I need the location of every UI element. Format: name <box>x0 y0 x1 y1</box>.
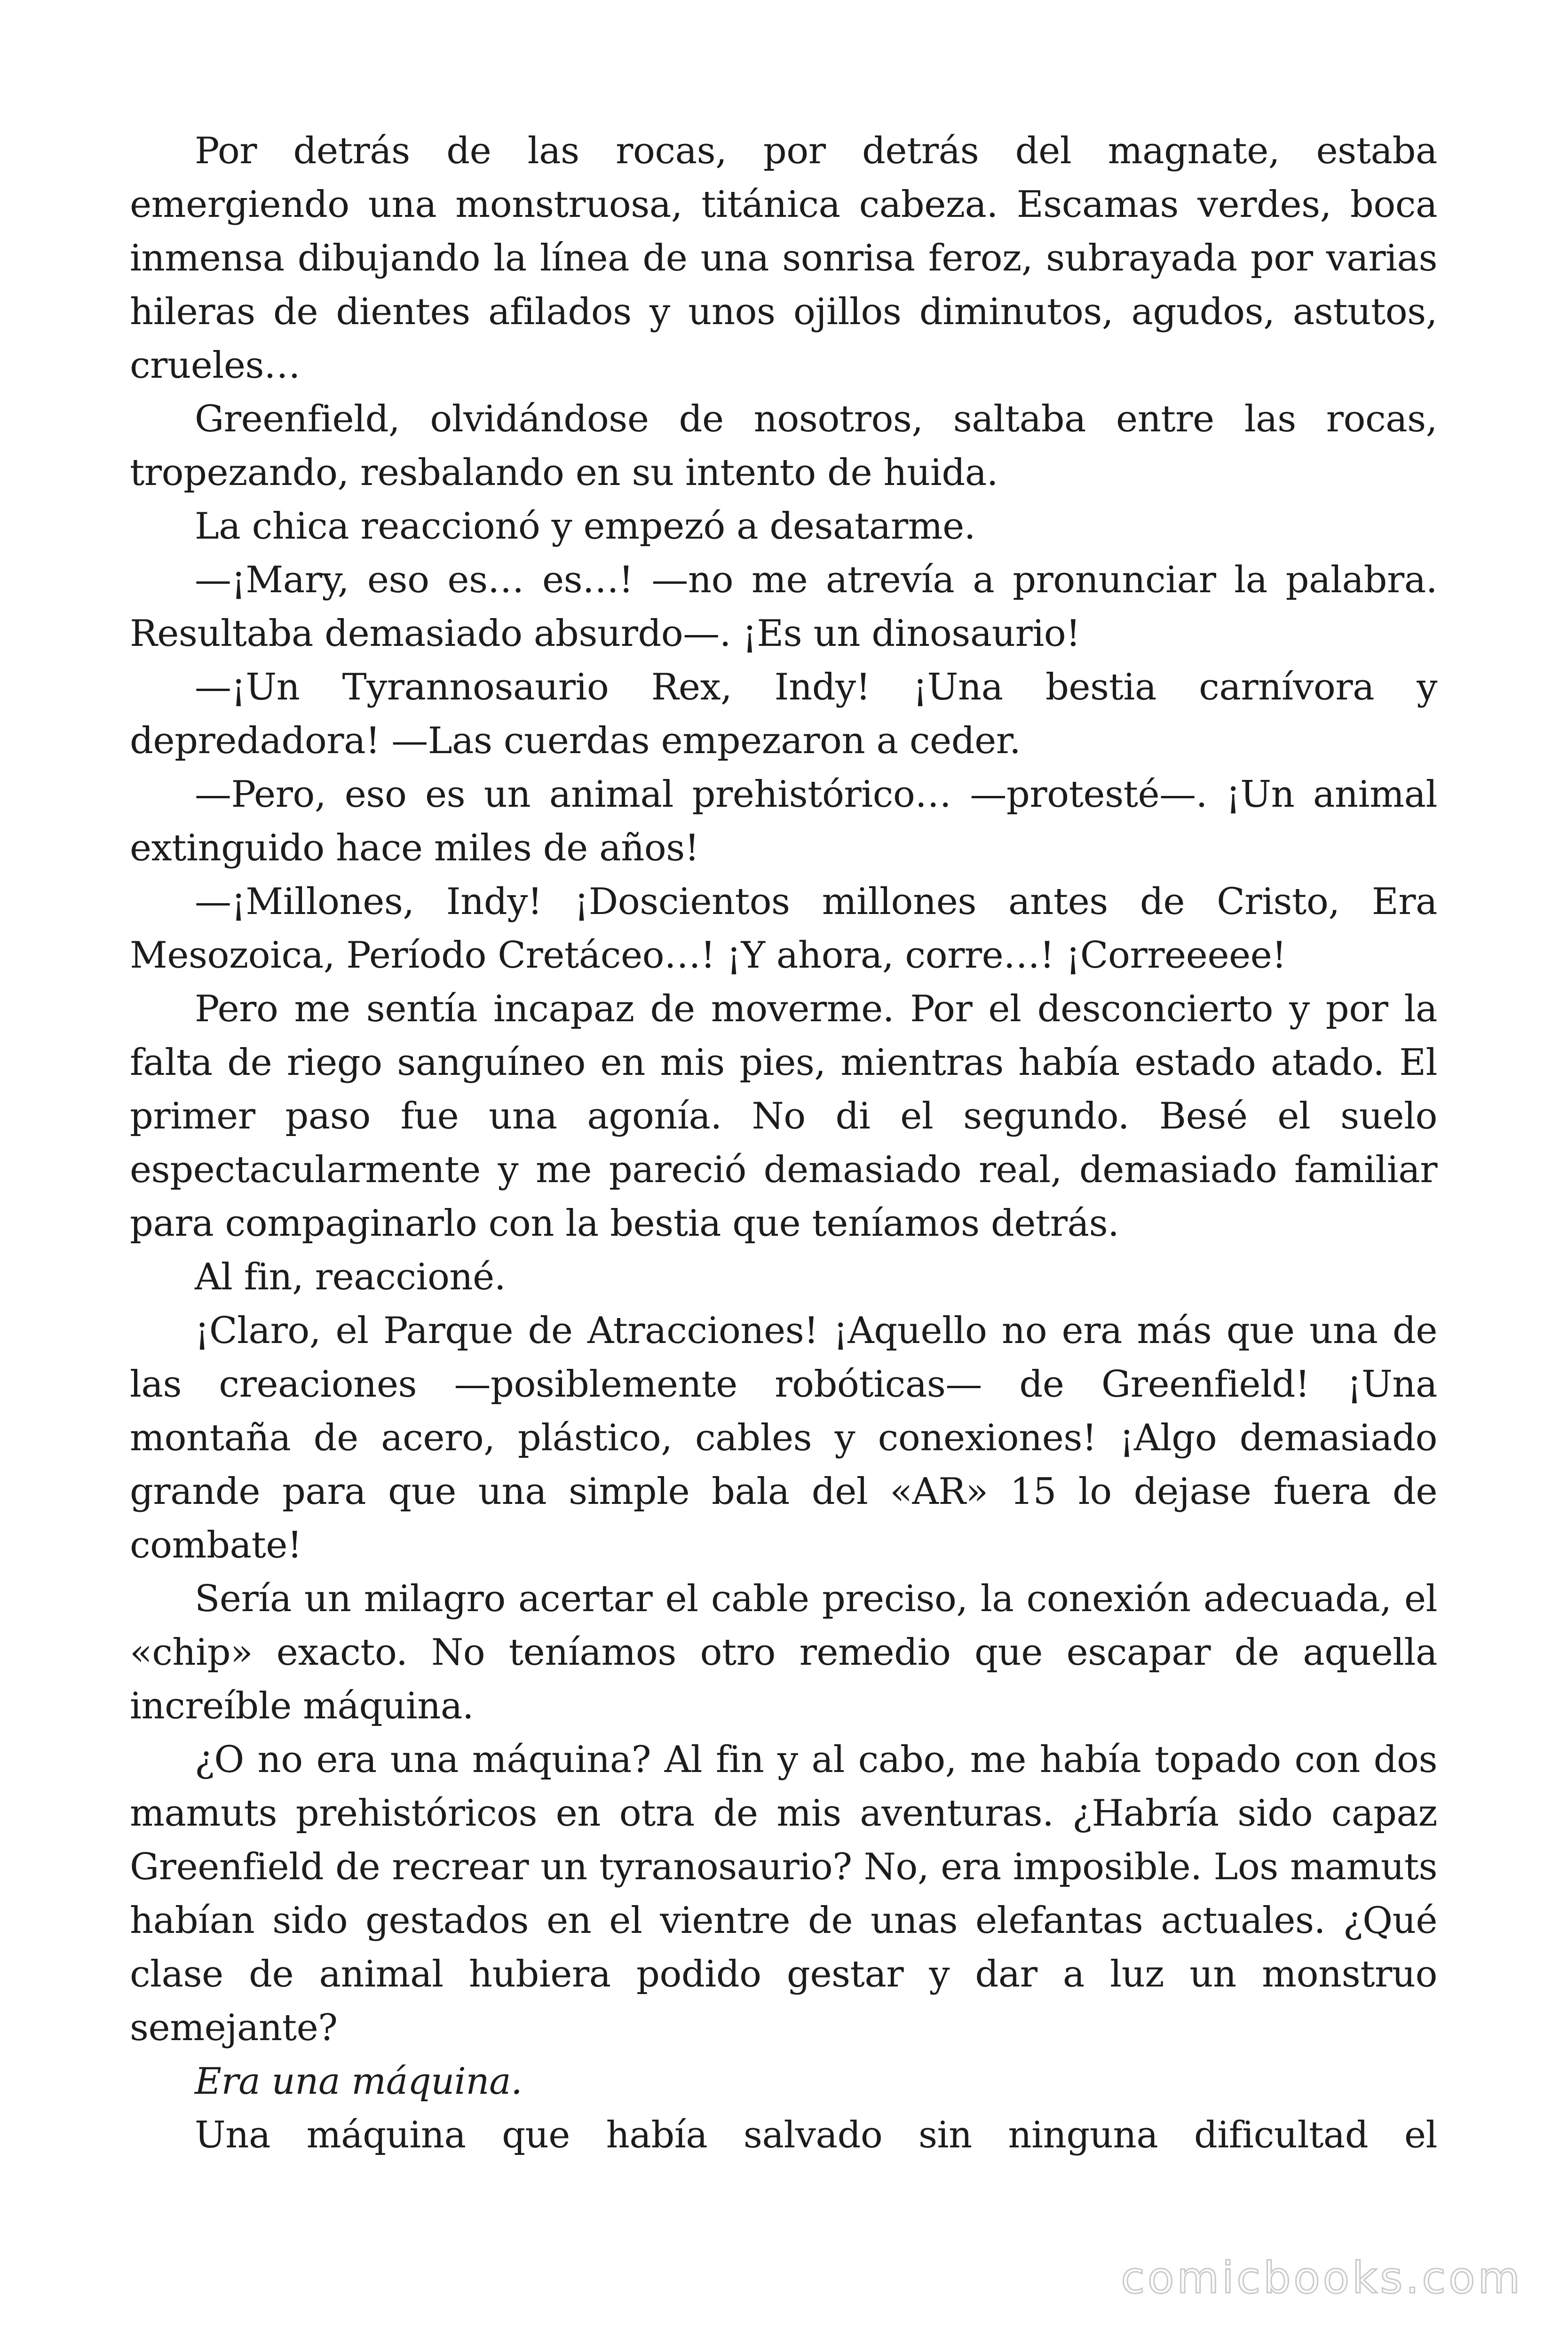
paragraph: —¡Millones, Indy! ¡Doscientos millones antes de Cristo, Era Mesozoica, Período Cretáceo…! ¡Y ahora, corre…! ¡Correeeee! <box>130 881 1437 977</box>
paragraph: La chica reaccionó y empezó a desatarme. <box>195 505 976 548</box>
paragraph: Pero me sentía incapaz de moverme. Por el desconcierto y por la falta de riego sanguíneo en mis pies, mientras había estado atado. El primer paso fue una agonía. No di el segundo. Besé el suelo espectacularmente y me pareció demasiado real, demasiado familiar para compaginarlo con la bestia que teníamos detrás. <box>130 988 1437 1245</box>
paragraph: Sería un milagro acertar el cable preciso, la conexión adecuada, el «chip» exacto. No teníamos otro remedio que escapar de aquella increíble máquina. <box>130 1578 1437 1727</box>
paragraph: Por detrás de las rocas, por detrás del magnate, estaba emergiendo una monstruosa, titánica cabeza. Escamas verdes, boca inmensa dibujando la línea de una sonrisa feroz, subrayada por varias hileras de dientes afilados y unos ojillos diminutos, agudos, astutos, crueles… <box>130 130 1437 387</box>
paragraph: —¡Mary, eso es… es…! —no me atrevía a pronunciar la palabra. Resultaba demasiado absurdo—. ¡Es un dinosaurio! <box>130 559 1437 655</box>
watermark: comicbooks.com <box>1121 2253 1523 2303</box>
paragraph: —¡Un Tyrannosaurio Rex, Indy! ¡Una bestia carnívora y depredadora! —Las cuerdas empezaron a ceder. <box>130 666 1437 762</box>
body-text <box>130 124 1437 2162</box>
paragraph-last-line: Una máquina que había salvado sin ninguna dificultad el <box>195 2114 1437 2156</box>
paragraph: Greenfield, olvidándose de nosotros, saltaba entre las rocas, tropezando, resbalando en su intento de huida. <box>130 398 1437 494</box>
paragraph: Al fin, reaccioné. <box>195 1256 506 1298</box>
paragraph: —Pero, eso es un animal prehistórico… —protesté—. ¡Un animal extinguido hace miles de años! <box>130 773 1437 869</box>
paragraph: ¿O no era una máquina? Al fin y al cabo, me había topado con dos mamuts prehistóricos en otra de mis aventuras. ¿Habría sido capaz Greenfield de recrear un tyranosaurio? No, era imposible. Los mamuts habían sido gestados en el vientre de unas elefantas actuales. ¿Qué clase de animal hubiera podido gestar y dar a luz un monstruo semejante? <box>130 1739 1437 2049</box>
italic-paragraph: Era una máquina. <box>195 2060 523 2103</box>
paragraph: ¡Claro, el Parque de Atracciones! ¡Aquello no era más que una de las creaciones —posiblemente robóticas— de Greenfield! ¡Una montaña de acero, plástico, cables y conexiones! ¡Algo demasiado grande para que una simple bala del «AR» 15 lo dejase fuera de combate! <box>130 1310 1437 1566</box>
